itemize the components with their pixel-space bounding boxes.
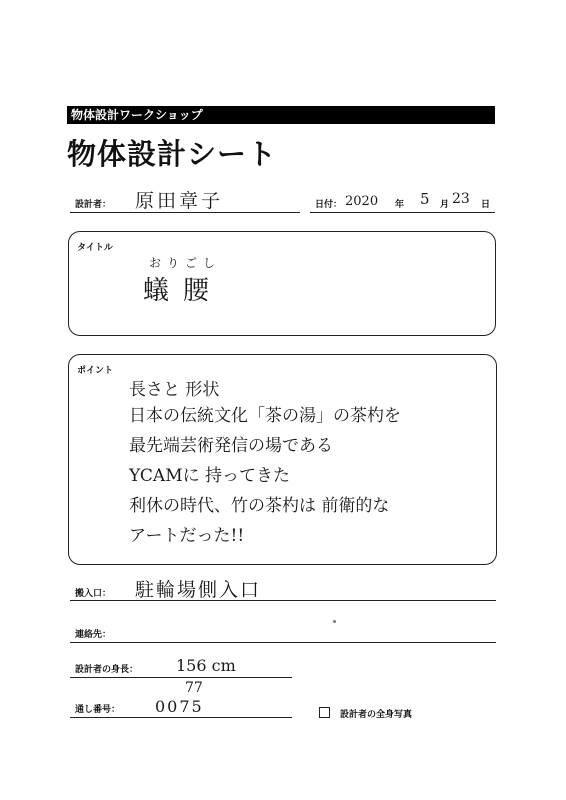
point-line-5: 利休の時代、竹の茶杓は 前衛的な xyxy=(129,496,390,516)
title-box xyxy=(68,231,496,336)
serial-value: 0075 xyxy=(155,697,204,716)
date-underline xyxy=(310,212,495,213)
date-month-unit: 月 xyxy=(440,200,450,210)
height-value: 156 cm xyxy=(176,656,236,675)
point-line-4: YCAMに 持ってきた xyxy=(129,466,291,486)
date-label: 日付： xyxy=(315,200,343,210)
date-day-unit: 日 xyxy=(481,200,491,210)
date-year-unit: 年 xyxy=(395,200,405,210)
title-ruby: おりごし xyxy=(149,256,222,270)
entrance-underline xyxy=(70,600,496,601)
title-value: 蟻腰 xyxy=(143,276,224,306)
designer-name: 原田章子 xyxy=(135,190,224,212)
photo-checkbox-label: 設計者の全身写真 xyxy=(340,710,413,720)
entrance-label: 搬入口： xyxy=(75,589,112,599)
point-line-3: 最先端芸術発信の場である xyxy=(129,436,333,456)
entrance-value: 駐輪場側入口 xyxy=(135,579,262,601)
title-box-label: タイトル xyxy=(77,243,113,253)
point-box xyxy=(68,354,497,565)
height-underline xyxy=(70,677,292,678)
point-line-6: アートだった!! xyxy=(129,526,245,546)
photo-checkbox[interactable] xyxy=(319,707,330,718)
point-line-1: 長さと 形状 xyxy=(129,380,220,400)
date-year: 2020 xyxy=(345,194,379,209)
workshop-header: 物体設計ワークショップ xyxy=(67,106,495,124)
contact-label: 連絡先： xyxy=(75,630,112,640)
date-month: 5 xyxy=(420,190,430,208)
contact-underline xyxy=(70,642,496,643)
point-box-label: ポイント xyxy=(77,366,114,376)
serial-correction: 77 xyxy=(185,680,203,696)
designer-label: 設計者： xyxy=(75,200,112,210)
sheet-title: 物体設計シート xyxy=(67,137,278,171)
serial-label: 通し番号： xyxy=(75,705,121,715)
point-line-2: 日本の伝統文化「茶の湯」の茶杓を xyxy=(129,406,401,426)
designer-underline xyxy=(70,212,300,213)
stray-mark xyxy=(333,620,336,623)
date-day: 23 xyxy=(452,191,470,207)
serial-underline xyxy=(70,717,292,718)
height-label: 設計者の身長： xyxy=(75,665,139,675)
